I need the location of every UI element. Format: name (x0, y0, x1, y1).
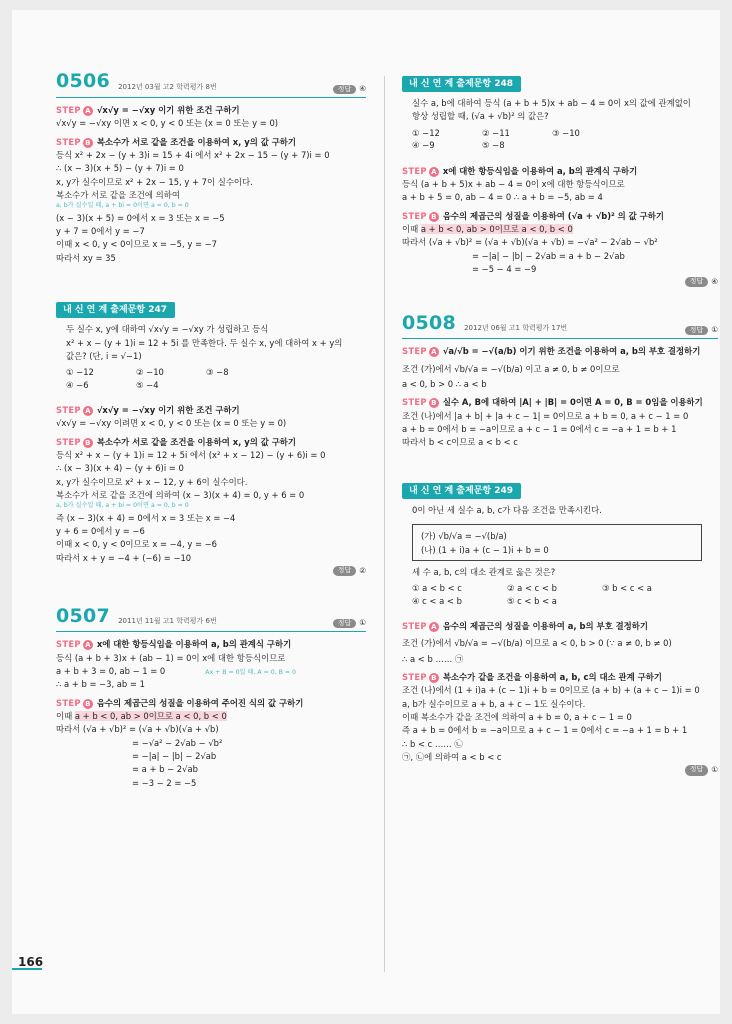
step-b-icon: B (429, 212, 439, 222)
solution-line: a, b가 실수이므로 a + b, a + c − 1도 실수이다. (402, 698, 586, 709)
solution-line: = −|a| − |b| − 2√ab (132, 751, 217, 762)
step-b-icon: B (83, 138, 93, 148)
step-b-title: STEP B 복소수가 서로 같을 조건을 이용하여 x, y의 값 구하기 (56, 136, 296, 147)
side-note: a, b가 실수일 때, a + bi = 0이면 a = 0, b = 0 (56, 502, 189, 510)
solution-line: 즉 a + b = 0에서 b = −a이므로 a + c − 1 = 0에서 c = −a + 1 = b + 1 (402, 725, 688, 736)
linked-problem-label: 내 신 연 계 출제문항 247 (56, 302, 175, 318)
problem-number: 0508 (402, 311, 457, 334)
solution-line: 등식 x² + 2x − (y + 3)i = 15 + 4i 에서 x² + 2x − 15 − (y + 7)i = 0 (56, 150, 330, 161)
answer-value: ④ (711, 277, 718, 287)
step-a-title: STEP A √x√y = −√xy 이기 위한 조건 구하기 (56, 105, 240, 115)
choice: ⑤ −8 (482, 140, 505, 151)
solution-line: 따라서 x + y = −4 + (−6) = −10 (56, 552, 192, 563)
choice: ② −11 (482, 127, 510, 138)
step-b-title: STEP B 복소수가 같을 조건을 이용하여 a, b, c의 대소 관계 구하기 (402, 672, 662, 683)
solution-line: 이때 a + b < 0, ab > 0이므로 a < 0, b < 0 (402, 223, 573, 234)
problem-header (56, 70, 366, 98)
step-a-title: STEP A √x√y = −√xy 이기 위한 조건 구하기 (56, 405, 240, 415)
choice: ① a < b < c (412, 583, 462, 594)
step-b-title: STEP B 실수 A, B에 대하여 |A| + |B| = 0이면 A = 0, B = 0임을 이용하기 (402, 397, 703, 408)
question-text: 실수 a, b에 대하여 등식 (a + b + 5)x + ab − 4 = 0이 x의 값에 관계없이 항상 성립할 때, (√a + √b)² 의 값은? (412, 98, 691, 122)
solution-line: √x√y = −√xy 이려면 x < 0, y < 0 또는 (x = 0 또는 y = 0) (56, 418, 287, 429)
problem-source: 2012년 03월 고2 학력평가 8번 (118, 82, 217, 91)
solution-line: y + 6 = 0에서 y = −6 (56, 526, 145, 537)
answer-badge (333, 84, 366, 94)
solution-line: (x − 3)(x + 5) = 0에서 x = 3 또는 x = −5 (56, 212, 225, 223)
linked-problem-label: 내 신 연 계 출제문항 248 (402, 76, 521, 92)
linked-problem-248 (402, 76, 718, 287)
solution-line: 등식 (a + b + 3)x + (ab − 1) = 0이 x에 대한 항등식이므로 (56, 652, 286, 663)
solution-line: y + 7 = 0에서 y = −7 (56, 226, 145, 237)
solution-line: 따라서 (√a + √b)² = (√a + √b)(√a + √b) (56, 724, 219, 735)
problem-number: 0506 (56, 70, 111, 93)
solution-line: ∴ (x − 3)(x + 4) − (y + 6)i = 0 (56, 463, 184, 474)
answer-badge (402, 277, 718, 287)
step-a-icon: A (83, 406, 93, 416)
step-a-icon: A (83, 640, 93, 650)
condition-a: (가) √b/√a = −√(b/a) (421, 531, 507, 542)
solution-line: ∴ (x − 3)(x + 5) − (y + 7)i = 0 (56, 163, 184, 174)
choice: ③ −10 (552, 127, 580, 138)
step-a-title: STEP A x에 대한 항등식임을 이용하여 a, b의 관계식 구하기 (56, 639, 292, 650)
linked-problem-249 (402, 483, 718, 776)
step-a-icon: A (429, 622, 439, 632)
answer-badge (685, 325, 718, 335)
answer-value: ① (711, 324, 718, 334)
side-note: a, b가 실수일 때, a + bi = 0이면 a = 0, b = 0 (56, 202, 189, 210)
solution-line: = a + b − 2√ab (132, 764, 198, 775)
answer-value: ① (359, 617, 366, 627)
solution-line: 따라서 b < c이므로 a < b < c (402, 437, 518, 448)
solution-line: 이때 a + b < 0, ab > 0이므로 a < 0, b < 0 (56, 711, 227, 721)
solution-line: a + b = 0에서 b = −a이므로 a + c − 1 = 0에서 c = −a + 1 = b + 1 (402, 424, 677, 435)
answer-chip: 정답 (333, 619, 357, 628)
answer-value: ① (711, 765, 718, 775)
problem-header (402, 311, 718, 339)
problem-0507 (56, 604, 366, 789)
choice: ④ −9 (412, 140, 435, 151)
right-column (402, 76, 718, 776)
question-text: 0이 아닌 세 실수 a, b, c가 다음 조건을 만족시킨다. (412, 504, 602, 515)
answer-chip: 정답 (685, 326, 709, 335)
solution-line: 복소수가 서로 같을 조건에 의하여 (56, 190, 180, 201)
linked-problem-label: 내 신 연 계 출제문항 249 (402, 483, 521, 499)
choice: ① −12 (412, 127, 440, 138)
problem-source: 2012년 06월 고1 학력평가 17번 (464, 323, 568, 332)
solution-line: √x√y = −√xy 이면 x < 0, y < 0 또는 (x = 0 또는 y = 0) (56, 118, 279, 129)
linked-problem-247 (56, 302, 366, 576)
step-a-icon: A (429, 347, 439, 357)
choice: ② a < c < b (507, 583, 557, 594)
step-a-title: STEP A x에 대한 항등식임을 이용하여 a, b의 관계식 구하기 (402, 165, 638, 176)
solution-line: 등식 (a + b + 5)x + ab − 4 = 0이 x에 대한 항등식이므로 (402, 178, 625, 189)
solution-line: 이때 복소수가 같을 조건에 의하여 a + b = 0, a + c − 1 = 0 (402, 712, 632, 723)
solution-line: 조건 (가)에서 √b/√a = −√(b/a) 이고 a ≠ 0, b ≠ 0이므로 (402, 363, 620, 374)
solution-line: = −3 − 2 = −5 (132, 777, 197, 788)
page-number: 166 (18, 955, 44, 969)
question-text: 세 수 a, b, c의 대소 관계로 옳은 것은? (412, 566, 556, 577)
solution-line: 조건 (나)에서 |a + b| + |a + c − 1| = 0이므로 a + b = 0, a + c − 1 = 0 (402, 410, 689, 421)
solution-line: 복소수가 서로 같을 조건에 의하여 (x − 3)(x + 4) = 0, y + 6 = 0 (56, 490, 305, 501)
solution-line: ∴ a < b …… ㉠ (402, 653, 464, 664)
answer-choices (412, 583, 718, 607)
choice: ⑤ c < b < a (507, 595, 557, 606)
step-a-icon: A (83, 106, 93, 116)
answer-badge (56, 566, 366, 576)
column-divider (384, 76, 385, 972)
choice: ④ −6 (66, 379, 89, 390)
left-column (56, 70, 366, 789)
answer-choices (412, 128, 718, 152)
problem-number: 0507 (56, 604, 111, 627)
solution-line: a < 0, b > 0 ∴ a < b (402, 379, 487, 390)
choice: ③ −8 (206, 367, 229, 378)
choice: ③ b < c < a (602, 583, 652, 594)
solution-line: 조건 (가)에서 √b/√a = −√(b/a) 이므로 a < 0, b > 0 (∵ a ≠ 0, b ≠ 0) (402, 638, 672, 649)
workbook-page (12, 10, 720, 1014)
highlighted-condition: a + b < 0, ab > 0이므로 a < 0, b < 0 (420, 223, 573, 234)
step-b-icon: B (83, 438, 93, 448)
solution-line: 이때 x < 0, y < 0이므로 x = −4, y = −6 (56, 539, 217, 550)
solution-line: 따라서 xy = 35 (56, 252, 116, 263)
solution-line: ∴ b < c …… ㉡ (402, 738, 463, 749)
step-b-icon: B (429, 398, 439, 408)
answer-badge (333, 618, 366, 628)
solution-line: 따라서 (√a + √b)² = (√a + √b)(√a + √b) = −√a² − 2√ab − √b² (402, 237, 658, 248)
problem-source: 2011년 11월 고1 학력평가 6번 (118, 616, 217, 625)
step-b-title: STEP B 음수의 제곱근의 성질을 이용하여 (√a + √b)² 의 값 구하기 (402, 210, 664, 221)
problem-header (56, 604, 366, 632)
problem-0506 (56, 70, 366, 264)
highlighted-condition: a + b < 0, ab > 0이므로 a < 0, b < 0 (74, 711, 227, 721)
solution-line: 조건 (나)에서 (1 + i)a + (c − 1)i + b = 0이므로 (a + b) + (a + c − 1)i = 0 (402, 685, 700, 696)
solution-line: a + b + 3 = 0, ab − 1 = 0 Ax + B = 0일 때, A = 0, B = 0 (56, 665, 296, 676)
solution-line: x, y가 실수이므로 x² + 2x − 15, y + 7이 실수이다. (56, 176, 253, 187)
step-b-title: STEP B 복소수가 서로 같을 조건을 이용하여 x, y의 값 구하기 (56, 436, 296, 447)
condition-b: (나) (1 + i)a + (c − 1)i + b = 0 (421, 544, 549, 555)
solution-line: 즉 (x − 3)(x + 4) = 0에서 x = 3 또는 x = −4 (56, 512, 236, 523)
answer-value: ② (359, 566, 366, 576)
choice: ④ c < a < b (412, 595, 462, 606)
step-a-title: STEP A √a/√b = −√(a/b) 이기 위한 조건을 이용하여 a, b의 부호 결정하기 (402, 346, 701, 357)
answer-chip: 정답 (333, 566, 357, 576)
answer-chip: 정답 (685, 277, 709, 287)
answer-badge (402, 765, 718, 775)
step-a-icon: A (429, 167, 439, 177)
step-b-icon: B (429, 673, 439, 683)
step-b-icon: B (83, 699, 93, 709)
solution-line: ㉠, ㉡에 의하여 a < b < c (402, 752, 502, 763)
answer-choices (66, 367, 366, 391)
condition-box (412, 524, 702, 561)
solution-line: 등식 x² + x − (y + 1)i = 12 + 5i 에서 (x² + x − 12) − (y + 6)i = 0 (56, 450, 326, 461)
choice: ① −12 (66, 367, 94, 378)
step-a-title: STEP A 음수의 제곱근의 성질을 이용하여 a, b의 부호 결정하기 (402, 621, 648, 631)
step-b-title: STEP B 음수의 제곱근의 성질을 이용하여 주어진 식의 값 구하기 (56, 697, 304, 708)
side-note: Ax + B = 0일 때, A = 0, B = 0 (205, 668, 296, 676)
answer-chip: 정답 (685, 765, 709, 775)
solution-line: = −5 − 4 = −9 (472, 263, 537, 274)
solution-line: 이때 x < 0, y < 0이므로 x = −5, y = −7 (56, 239, 217, 250)
problem-0508 (402, 311, 718, 448)
answer-value: ④ (359, 83, 366, 93)
choice: ② −10 (136, 367, 164, 378)
choice: ⑤ −4 (136, 379, 159, 390)
solution-line: a + b + 5 = 0, ab − 4 = 0 ∴ a + b = −5, ab = 4 (402, 192, 603, 203)
solution-line: x, y가 실수이므로 x² + x − 12, y + 6이 실수이다. (56, 476, 248, 487)
question-text: 두 실수 x, y에 대하여 √x√y = −√xy 가 성립하고 등식 x² + x − (y + 1)i = 12 + 5i 를 만족한다. 두 실수 x, y에 대하여 x + y의 값은? (단, i = √−1) (66, 324, 343, 361)
solution-line: = −|a| − |b| − 2√ab = a + b − 2√ab (472, 250, 625, 261)
solution-line: = −√a² − 2√ab − √b² (132, 737, 223, 748)
solution-line: ∴ a + b = −3, ab = 1 (56, 679, 145, 690)
answer-chip: 정답 (333, 85, 357, 94)
